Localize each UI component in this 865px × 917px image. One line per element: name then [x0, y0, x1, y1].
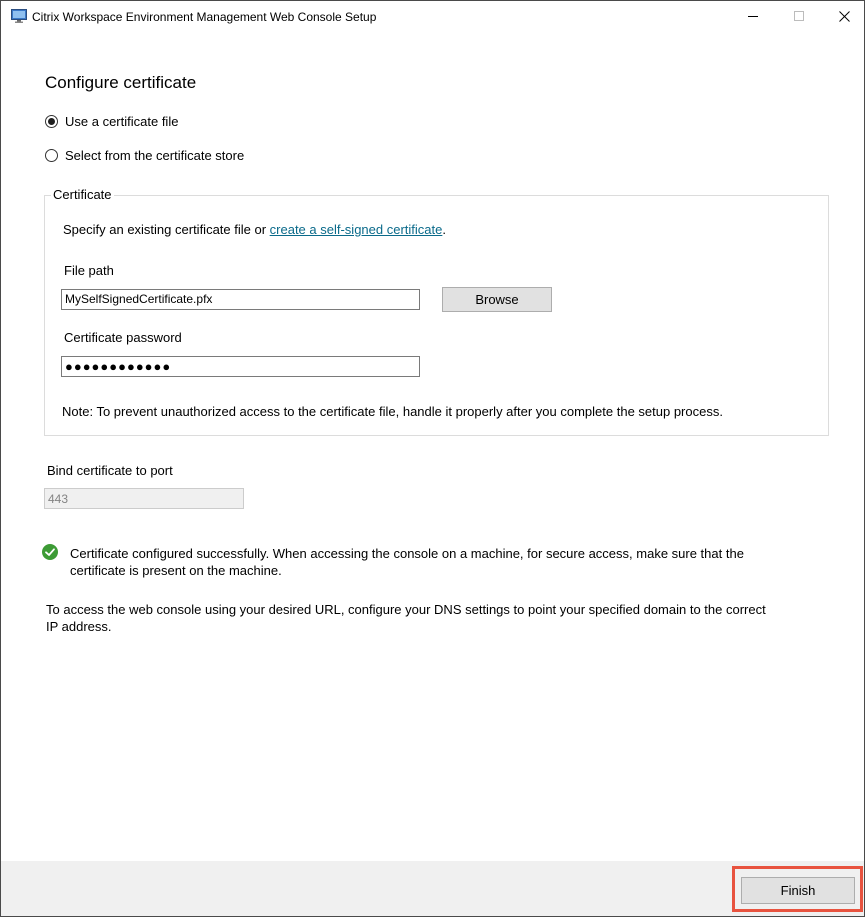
groupbox-legend: Certificate [53, 187, 112, 202]
dns-instruction: To access the web console using your desired URL, configure your DNS settings to point your specified domain to the correct IP address. [46, 602, 766, 634]
window-title: Citrix Workspace Environment Management Web Console Setup [32, 10, 377, 24]
title-bar [1, 1, 864, 33]
minimize-button[interactable] [730, 1, 776, 33]
radio-label: Use a certificate file [65, 114, 179, 129]
browse-button[interactable]: Browse [442, 287, 552, 312]
specify-text: Specify an existing certificate file or [63, 222, 270, 237]
close-icon [839, 10, 850, 25]
specify-instruction [63, 222, 446, 237]
maximize-icon [794, 10, 805, 25]
success-message: Certificate configured successfully. When accessing the console on a machine, for secure access, make sure that the certificate is present on the machine. [70, 546, 744, 578]
file-path-label: File path [64, 263, 114, 278]
page-title: Configure certificate [45, 73, 197, 92]
finish-highlight-box [732, 866, 863, 912]
finish-button[interactable]: Finish [741, 877, 855, 904]
file-path-input[interactable]: MySelfSignedCertificate.pfx [61, 289, 420, 310]
minimize-icon [748, 10, 759, 25]
radio-button-unchecked[interactable] [45, 149, 58, 162]
security-note: Note: To prevent unauthorized access to the certificate file, handle it properly after you complete the setup process. [62, 404, 723, 419]
specify-suffix: . [442, 222, 446, 237]
radio-button-checked[interactable] [45, 115, 58, 128]
create-self-signed-link[interactable]: create a self-signed certificate [269, 222, 443, 237]
certificate-password-label: Certificate password [64, 330, 182, 345]
certificate-password-input[interactable]: ●●●●●●●●●●●● [61, 356, 420, 377]
maximize-button[interactable] [776, 1, 822, 33]
check-circle-icon [42, 544, 58, 560]
radio-use-certificate-file[interactable] [45, 114, 178, 129]
monitor-icon [11, 9, 27, 23]
radio-select-from-store[interactable] [45, 148, 244, 163]
port-input-disabled: 443 [44, 488, 244, 509]
bind-port-label: Bind certificate to port [47, 463, 173, 478]
close-button[interactable] [821, 1, 865, 33]
radio-label: Select from the certificate store [65, 148, 245, 163]
